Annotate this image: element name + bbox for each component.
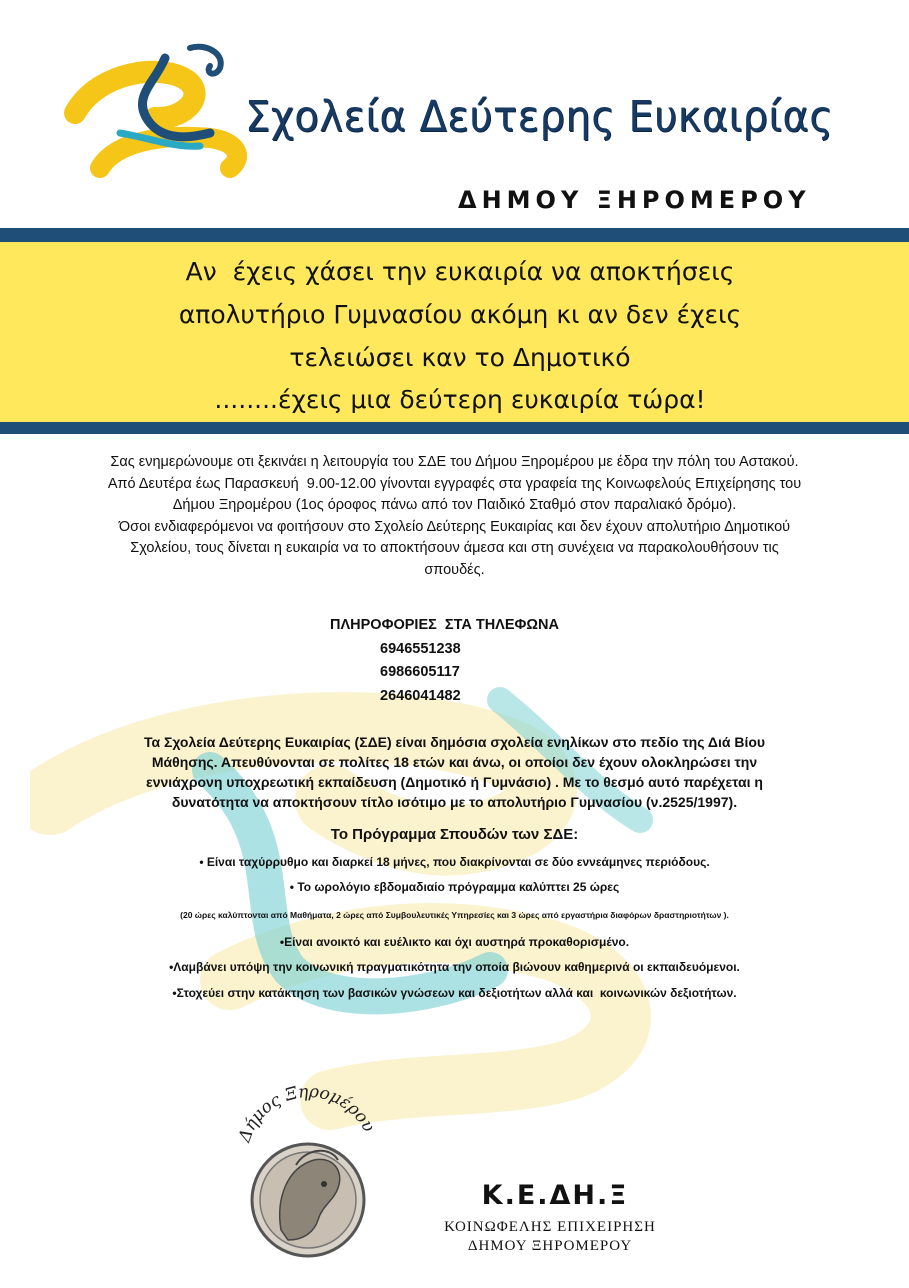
svg-text:Δήμος Ξηρομέρου [234,1082,378,1146]
brand-title: Σχολεία Δεύτερης Ευκαιρίας [245,92,834,142]
phone-list [300,638,600,709]
org-abbreviation: Κ.Ε.ΔΗ.Ξ [481,1180,629,1211]
banner-line: τελειώσει καν το Δημοτικό [289,343,631,372]
phone-number: 6986605117 [380,664,460,680]
text-line: Όσοι ενδιαφερόμενοι να φοιτήσουν στο Σχολείο Δεύτερης Ευκαιρίας και δεν έχουν απολυτήριο Δημοτικού [118,518,791,535]
banner-top-stripe [0,228,909,242]
banner-line: Αν έχεις χάσει την ευκαιρία να αποκτήσεις [185,257,735,286]
curriculum-bullet: •Λαμβάνει υπόψη την κοινωνική πραγματικότητα την οποία βιώνουν καθημερινά οι εκπαιδευόμενοι. [169,960,740,974]
banner-bottom-stripe [0,422,909,434]
seal-text: Δήμος Ξηρομέρου [234,1081,379,1145]
curriculum-title: Το Πρόγραμμα Σπουδών των ΣΔΕ: [330,826,579,843]
intro-paragraph [20,452,889,581]
text-line: Τα Σχολεία Δεύτερης Ευκαιρίας (ΣΔΕ) είναι δημόσια σχολεία ενηλίκων στο πεδίο της Διά Βίου [143,734,766,750]
text-line: Από Δευτέρα έως Παρασκευή 9.00-12.00 γίνονται εγγραφές στα γραφεία της Κοινωφελούς Επιχείρησης του [107,475,802,492]
banner-headline [60,250,860,379]
org-name-line: ΔΗΜΟΥ ΞΗΡΟΜΕΡΟΥ [467,1238,633,1254]
text-line: εννιάχρονη υποχρεωτική εκπαίδευση (Δημοτικό ή Γυμνάσιο) . Με το θεσμό αυτό παρέχεται η [146,774,763,790]
text-line: Μάθησης. Απευθύνονται σε πολίτες 18 ετών και άνω, οι οποίοι δεν έχουν ολοκληρώσει την [151,754,758,770]
curriculum-bullet: •Στοχεύει στην κατάκτηση των βασικών γνώσεων και δεξιοτήτων αλλά και κοινωνικών δεξιοτήτων. [172,986,737,1000]
contact-block [300,614,600,708]
phone-number: 2646041482 [380,687,461,704]
curriculum-bullet: • Είναι ταχύρρυθμο και διαρκεί 18 μήνες, που διακρίνονται σε δύο εννεάμηνες περιόδους. [199,855,710,869]
brand-subtitle: ΔΗΜΟΥ ΞΗΡΟΜΕΡΟΥ [458,186,811,214]
text-line: Δήμου Ξηρομέρου (1ος όροφος πάνω από τον Παιδικό Σταθμό στον παραλιακό δρόμο). [172,497,737,513]
curriculum-bullet: •Είναι ανοικτό και ευέλικτο και όχι αυστηρά προκαθορισμένο. [279,935,630,949]
curriculum-bullet: • Το ωρολόγιο εβδομαδιαίο πρόγραμμα καλύπτει 25 ώρες [289,880,620,894]
text-line: σπουδές. [424,561,485,578]
text-line: Σας ενημερώνουμε οτι ξεκινάει η λειτουργία του ΣΔΕ του Δήμου Ξηρομέρου με έδρα την πόλη του Αστακού. [110,454,799,470]
sde-description [20,732,889,812]
banner-tagline: ........έχεις μια δεύτερη ευκαιρία τώρα! [214,385,706,414]
org-name-line: ΚΟΙΝΩΦΕΛΗΣ ΕΠΙΧΕΙΡΗΣΗ [444,1219,656,1235]
contact-heading: ΠΛΗΡΟΦΟΡΙΕΣ ΣΤΑ ΤΗΛΕΦΩΝΑ [330,617,559,633]
curriculum-bullet-note: (20 ώρες καλύπτονται από Μαθήματα, 2 ώρες από Συμβουλευτικές Υπηρεσίες και 3 ώρες από εργαστήρια διαφόρων δραστηριοτήτων ). [180,910,729,920]
coin-seal-icon [226,1080,386,1260]
phone-number: 6946551238 [380,640,461,657]
text-line: Σχολείου, τους δίνεται η ευκαιρία να το αποκτήσουν άμεσα και στη συνέχεια να παρακολουθήσουν τις [130,540,779,556]
text-line: δυνατότητα να αποκτήσουν τίτλο ισότιμο με το απολυτήριο Γυμνασίου (ν.2525/1997). [171,794,738,810]
sde-swirl-logo-icon [60,38,260,188]
banner-line: απολυτήριο Γυμνασίου ακόμη κι αν δεν έχεις [178,300,742,329]
